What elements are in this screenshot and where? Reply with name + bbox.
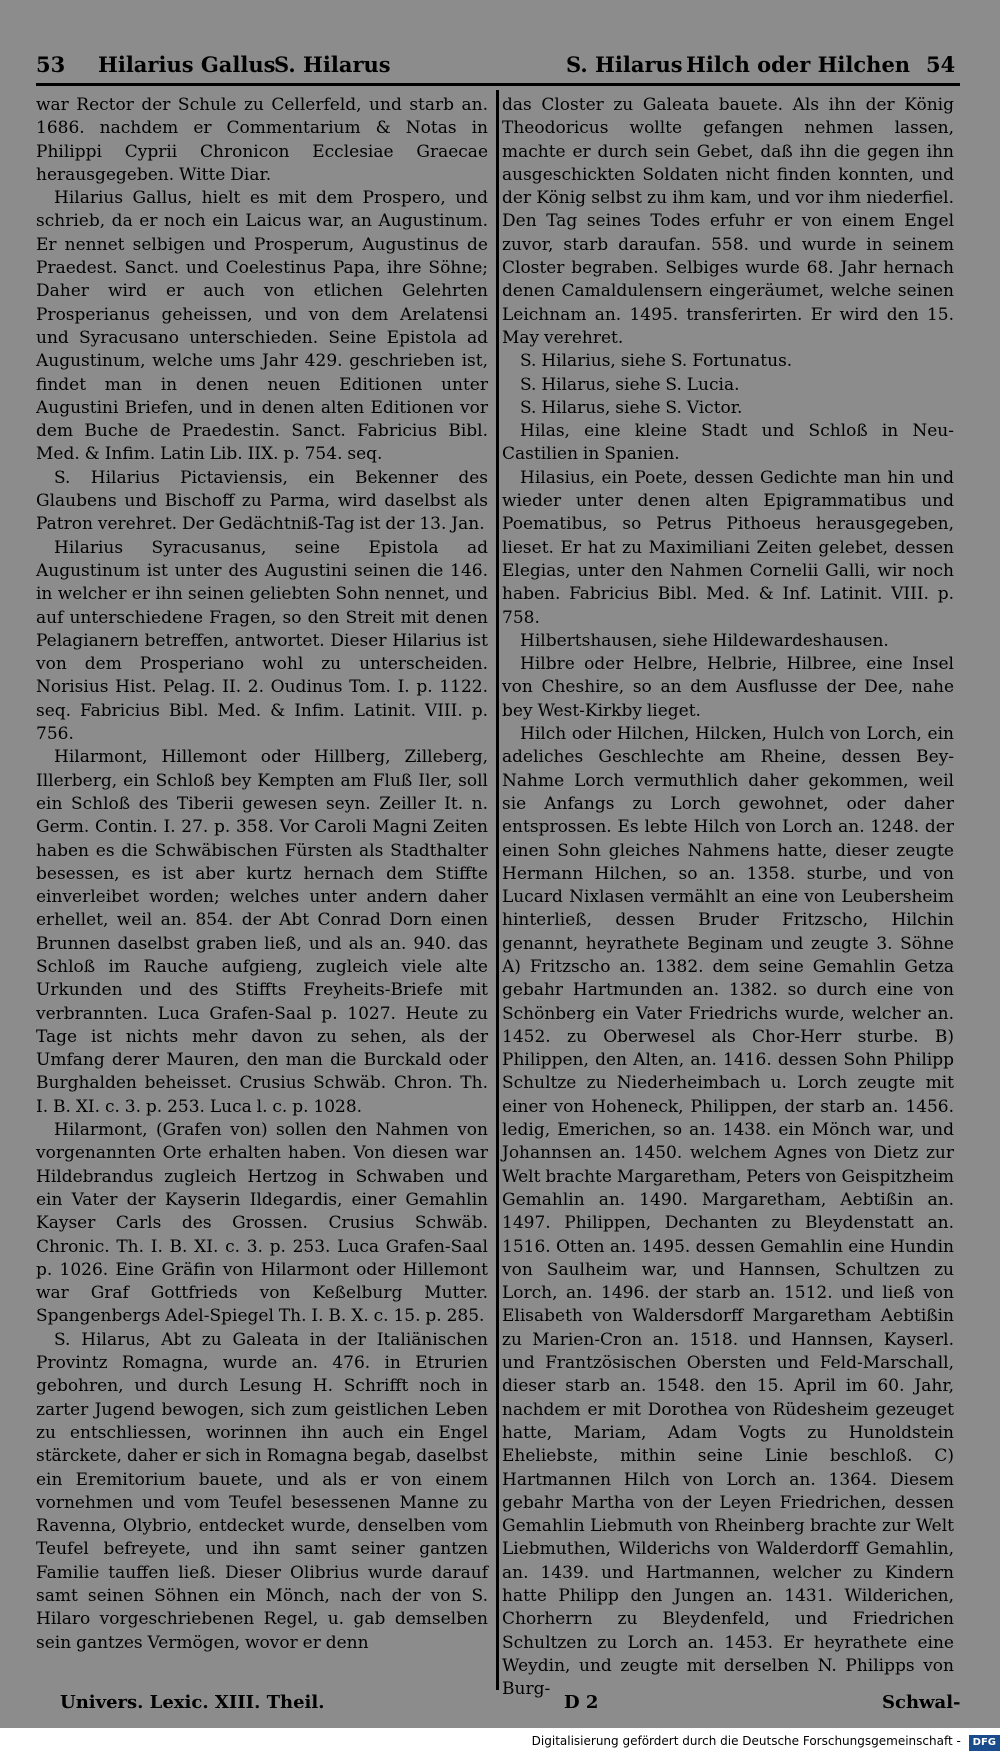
dfg-logo-icon: DFG — [969, 1735, 1000, 1751]
entry-paragraph: S. Hilarius, siehe S. Fortunatus. — [520, 351, 793, 372]
entry-paragraph: S. Hilarus, siehe S. Victor. — [520, 397, 743, 418]
entry-paragraph: Hilbre oder Helbre, Helbrie, Hilbree, eine Insel von Cheshire, so an dem Ausflusse der Dee, nahe bey West-Kirkby lieget. — [502, 654, 954, 721]
catchword: Schwal- — [882, 1692, 961, 1713]
header-rule — [36, 83, 960, 86]
entry-paragraph: das Closter zu Galeata bauete. Als ihn der König Theodoricus wollte gefangen nehmen lassen, machte er durch sein Gebet, daß ihn die gegen ihn ausgeschickten Soldaten nicht finden konnten, und der König selbst zu ihm kam, und vor ihm niederfiel. Den Tag seines Todes erfuhr er von einem Engel zuvor, starb daraufan. 558. und wurde in seinem Closter begraben. Selbiges wurde 68. Jahr hernach denen Camaldulensern eingeräumet, welche seinen Leichnam an. 1495. transferirten. Er wird den 15. May verehret. — [502, 95, 954, 348]
entry-paragraph: S. Hilarus, Abt zu Galeata in der Italiänischen Provintz Romagna, wurde an. 476. in Etrurien gebohren, und durch Lesung H. Schrifft noch in zarter Jugend bewogen, sich zum geistlichen Leben zu entschliessen, worinnen ihn auch ein Engel stärckete, daher er sich in Romagna begab, daselbst ein Eremitorium bauete, und als er von einem vornehmen und vom Teufel besessenen Manne zu Ravenna, Olybrio, entdecket wurde, denselben vom Teufel befreyete, und ihn samt seiner gantzen Familie tauffen ließ. Dieser Olibrius wurde darauf samt seinen Söhnen ein Mönch, nach der von S. Hilaro vorgeschriebenen Regel, u. gab demselben sein gantzes Vermögen, wovor er denn — [36, 1329, 488, 1653]
entry-paragraph: Hilarmont, (Grafen von) sollen den Nahmen von vorgenannten Orte erhalten haben. Von diesen war Hildebrandus zugleich Hertzog in Schwaben und ein Vater der Kayserin Ildegardis, einer Gemahlin Kayser Carls des Grossen. Crusius Schwäb. Chronic. Th. I. B. XI. c. 3. p. 253. Luca Grafen-Saal p. 1026. Eine Gräfin von Hilarmont oder Hillemont war Graf Gottfrieds von Keßelburg Mutter. Spangenbergs Adel-Spiegel Th. I. B. X. c. 15. p. 285. — [36, 1120, 488, 1327]
entry-paragraph: Hilch oder Hilchen, Hilcken, Hulch von Lorch, ein adeliches Geschlechte am Rheine, dessen Bey-Nahme Lorch vermuthlich daher gekommen, weil sie Anfangs zu Lorch gewohnet, oder daher entsprossen. Es lebte Hilch von Lorch an. 1248. der einen Sohn gleiches Nahmens hatte, dieser zeugte Hermann Hilchen, so an. 1358. sturbe, und von Lucard Nixlasen vermählt an eine von Leubersheim hinterließ, dessen Bruder Fritzscho, Hilchin genannt, heyrathete Beginam und zeugte 3. Söhne A) Fritzscho an. 1382. dem seine Gemahlin Getza gebahr Hartmunden an. 1382. so durch eine von Schönberg ein Vater Friedrichs wurde, welcher an. 1452. zu Oberwesel als Chor-Herr sturbe. B) Philippen, den Alten, an. 1416. dessen Sohn Philipp Schultze zu Niederheimbach u. Lorch zeugte mit einer von Hoheneck, Philippen, der starb an. 1456. ledig, Emerichen, so an. 1438. ein Mönch war, und Johannsen an. 1450. welchem Agnes von Dietz zur Welt brachte Margaretham, Peters von Geispitzheim Gemahlin an. 1490. Margaretham, Aebtißin an. 1497. Philippen, Dechanten zu Bleydenstatt an. 1516. Otten an. 1495. dessen Gemahlin eine Hundin von Saulheim war, und Hannsen, Schultzen zu Lorch, an. 1496. der starb an. 1512. und ließ von Elisabeth von Waldersdorff Margaretham Aebtißin zu Marien-Cron an. 1518. und Hannsen, Kayserl. und Frantzösischen Obersten und Feld-Marschall, dieser starb an. 1548. den 15. April im 60. Jahr, nachdem er mit Dorothea von Rüdesheim gezeuget hatte, Mariam, Adam Vogts zu Hunoldstein Eheliebste, mithin seine Linie beschloß. C) Hartmannen Hilch von Lorch an. 1364. Diesem gebahr Martha von der Leyen Friedrichen, dessen Gemahlin Liebmuth von Rheinberg brachte zur Welt Liebmuthen, Wilderichs von Walderdorff Gemahlin, an. 1439. und Hartmannen, welcher zu Kindern hatte Philipp den Jungen an. 1431. Wilderichen, Chorherrn zu Bleydenfeld, und Friedrichen Schultzen zu Lorch an. 1453. Er heyrathete eine Weydin, und zeugte mit derselben N. Philipps von Burg- — [502, 724, 954, 1700]
entry-paragraph: Hilarius Gallus, hielt es mit dem Prospero, und schrieb, da er noch ein Laicus war, an Augustinum. Er nennet selbigen und Prosperum, Augustinus de Praedest. Sanct. und Coelestinus Papa, ihre Söhne; Daher wird er auch von etlichen Gelehrten Prosperianus geheissen, und von dem Arelatensi und Syracusano unterschieden. Seine Epistola ad Augustinum, welche ums Jahr 429. geschrieben ist, findet man in denen neuen Editionen unter Augustini Briefen, und in denen alten Editionen vor dem Buche de Praedestin. Sanct. Fabricius Bibl. Med. & Infim. Latin Lib. IIX. p. 754. seq. — [36, 188, 488, 465]
entry-paragraph: Hilbertshausen, siehe Hildewardeshausen. — [520, 630, 889, 651]
signature-mark: D 2 — [564, 1692, 599, 1713]
entry-paragraph: Hilarius Syracusanus, seine Epistola ad Augustinum ist unter des Augustini seinen die 146. in welcher er ihn seinen geliebten Sohn nennet, und auf unterschiedene Fragen, so den Streit mit denen Pelagianern betreffen, antwortet. Dieser Hilarius ist von dem Prosperiano wohl zu unterscheiden. Norisius Hist. Pelag. II. 2. Oudinus Tom. I. p. 1122. seq. Fabricius Bibl. Med. & Infim. Latinit. VIII. p. 756. — [36, 537, 488, 745]
entry-paragraph: Hilasius, ein Poete, dessen Gedichte man hin und wieder unter denen alten Epigrammatibus und Poematibus, so Petrus Pithoeus herausgegeben, lieset. Er hat zu Maximiliani Zeiten gelebet, dessen Elegias, unter den Nahmen Cornelii Galli, wir noch haben. Fabricius Bibl. Med. & Inf. Latinit. VIII. p. 758. — [502, 467, 954, 628]
left-running-subtitle: S. Hilarus — [274, 52, 391, 77]
right-running-subtitle: Hilch oder Hilchen — [686, 52, 911, 77]
digitization-credit — [532, 1730, 1000, 1752]
right-page-number: 54 — [926, 52, 956, 77]
credit-text: Digitalisierung gefördert durch die Deutsche Forschungsgemeinschaft - — [531, 1734, 961, 1748]
entry-paragraph: Hilarmont, Hillemont oder Hillberg, Zilleberg, Illerberg, ein Schloß bey Kempten am Fluß Iler, soll ein Schloß des Tiberii gewesen seyn. Zeiller It. n. Germ. Contin. I. 27. p. 358. Vor Caroli Magni Zeiten haben es die Schwäbischen Fürsten als Stadthalter besessen, es ist aber kurtz hernach dem Stiffte einverleibet worden; welches unter andern daher erhellet, weil an. 854. der Abt Conrad Dorn einen Brunnen daselbst graben ließ, und als an. 940. das Schloß im Rauche aufgieng, zugleich viele alte Urkunden und des Stiffts Freyheits-Briefe mit verbrannten. Luca Grafen-Saal p. 1027. Heute zu Tage ist nichts mehr davon zu sehen, als der Umfang derer Mauren, den man die Burckald oder Burghalden beheisset. Crusius Schwäb. Chron. Th. I. B. XI. c. 3. p. 253. Luca l. c. p. 1028. — [36, 747, 488, 1117]
right-column — [502, 94, 954, 1701]
entry-paragraph: Hilas, eine kleine Stadt und Schloß in Neu-Castilien in Spanien. — [502, 421, 954, 465]
entry-paragraph: S. Hilarus, siehe S. Lucia. — [520, 374, 740, 395]
left-running-title: Hilarius Gallus — [98, 52, 276, 77]
left-column — [36, 94, 488, 1655]
column-divider — [496, 90, 499, 1690]
page-footer — [36, 1688, 960, 1718]
right-running-title: S. Hilarus — [566, 52, 683, 77]
running-header — [36, 48, 960, 82]
footer-source: Univers. Lexic. XIII. Theil. — [60, 1692, 325, 1713]
entry-paragraph: S. Hilarius Pictaviensis, ein Bekenner des Glaubens und Bischoff zu Parma, wird daselbst als Patron verehret. Der Gedächtniß-Tag ist der 13. Jan. — [36, 467, 488, 535]
entry-paragraph: war Rector der Schule zu Cellerfeld, und starb an. 1686. nachdem er Commentarium & Notas in Philippi Cyprii Chronicon Ecclesiae Graecae herausgegeben. Witte Diar. — [36, 95, 488, 185]
left-page-number: 53 — [36, 52, 66, 77]
